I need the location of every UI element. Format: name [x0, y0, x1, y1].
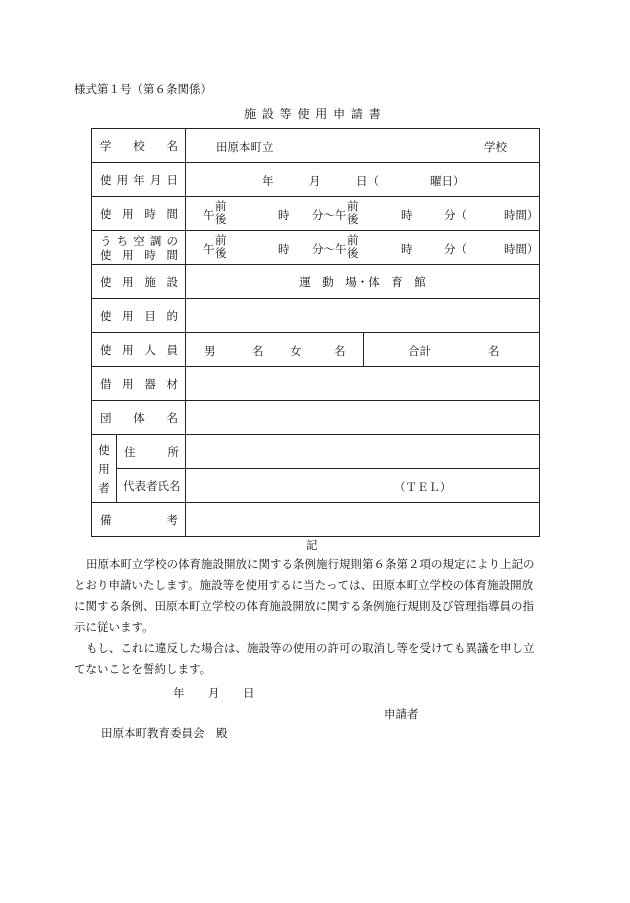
applicant-label: 申請者 — [384, 707, 419, 721]
group-name-field[interactable] — [186, 401, 540, 435]
row-user-representative — [92, 469, 540, 503]
label-school: 学 校 名 — [92, 129, 186, 163]
row-purpose — [92, 299, 540, 333]
row-group — [92, 401, 540, 435]
application-table — [91, 128, 540, 537]
representative-field[interactable] — [186, 469, 540, 503]
label-people: 使 用 人 員 — [92, 333, 186, 367]
row-remarks — [92, 503, 540, 537]
paragraph-application: 田原本町立学校の体育施設開放に関する条例施行規則第６条第２項の規定により上記の とおり申請いたします。施設等を使用するに当たっては、田原本町立学校の体育施設開放 に関する条例、田原本町立学校の体育施設開放に関する条例施行規則及び管理指導員の指 示に従います。 — [74, 557, 535, 634]
label-user: 使 用 者 — [92, 435, 117, 503]
row-facility — [92, 265, 540, 299]
people-gender-field[interactable]: 男 名 女 名 — [186, 333, 364, 367]
label-date: 使 用 年 月 日 — [92, 163, 186, 197]
label-group: 団 体 名 — [92, 401, 186, 435]
use-date-field[interactable]: 年 月 日（ 曜日） — [186, 163, 540, 197]
row-people — [92, 333, 540, 367]
label-aircon-time: う ち 空 調 の 使 用 時 間 — [92, 231, 186, 265]
school-prefix: 田原本町立 — [216, 140, 274, 154]
label-equipment: 借 用 器 材 — [92, 367, 186, 401]
tel-label: （ＴＥＬ） — [394, 480, 452, 494]
use-time-field[interactable]: 午 前 後 時 分～午 前 後 時 分（ 時間） — [186, 197, 540, 231]
equipment-field[interactable] — [186, 367, 540, 401]
label-address: 住 所 — [117, 435, 186, 469]
row-school — [92, 129, 540, 163]
school-suffix: 学校 — [484, 140, 507, 154]
row-user-address — [92, 435, 540, 469]
paragraph-pledge: もし、これに違反した場合は、施設等の使用の許可の取消し等を受けても異議を申し立 てないことを誓約します。 — [74, 641, 535, 676]
label-representative: 代表者氏名 — [117, 469, 186, 503]
purpose-field[interactable] — [186, 299, 540, 333]
aircon-time-field[interactable]: 午 前 後 時 分～午 前 後 時 分（ 時間） — [186, 231, 540, 265]
label-purpose: 使 用 目 的 — [92, 299, 186, 333]
school-name-field[interactable] — [186, 129, 540, 163]
footer-day: 日 — [243, 686, 255, 700]
label-facility: 使 用 施 設 — [92, 265, 186, 299]
row-aircon-time — [92, 231, 540, 265]
footer-year: 年 — [173, 686, 185, 700]
addressee: 田原本町教育委員会 殿 — [101, 726, 228, 740]
ki-mark: 記 — [306, 538, 318, 552]
remarks-field[interactable] — [186, 503, 540, 537]
form-number: 様式第１号（第６条関係） — [74, 82, 212, 96]
label-time: 使 用 時 間 — [92, 197, 186, 231]
label-remarks: 備 考 — [92, 503, 186, 537]
footer-month: 月 — [208, 686, 220, 700]
address-field[interactable] — [186, 435, 540, 469]
people-total-field[interactable]: 合計 名 — [364, 333, 540, 367]
facility-value: 運 動 場・体 育 館 — [299, 274, 426, 289]
row-time — [92, 197, 540, 231]
row-date — [92, 163, 540, 197]
form-title: 施 設 等 使 用 申 請 書 — [244, 107, 382, 121]
row-equipment — [92, 367, 540, 401]
facility-field[interactable] — [186, 265, 540, 299]
